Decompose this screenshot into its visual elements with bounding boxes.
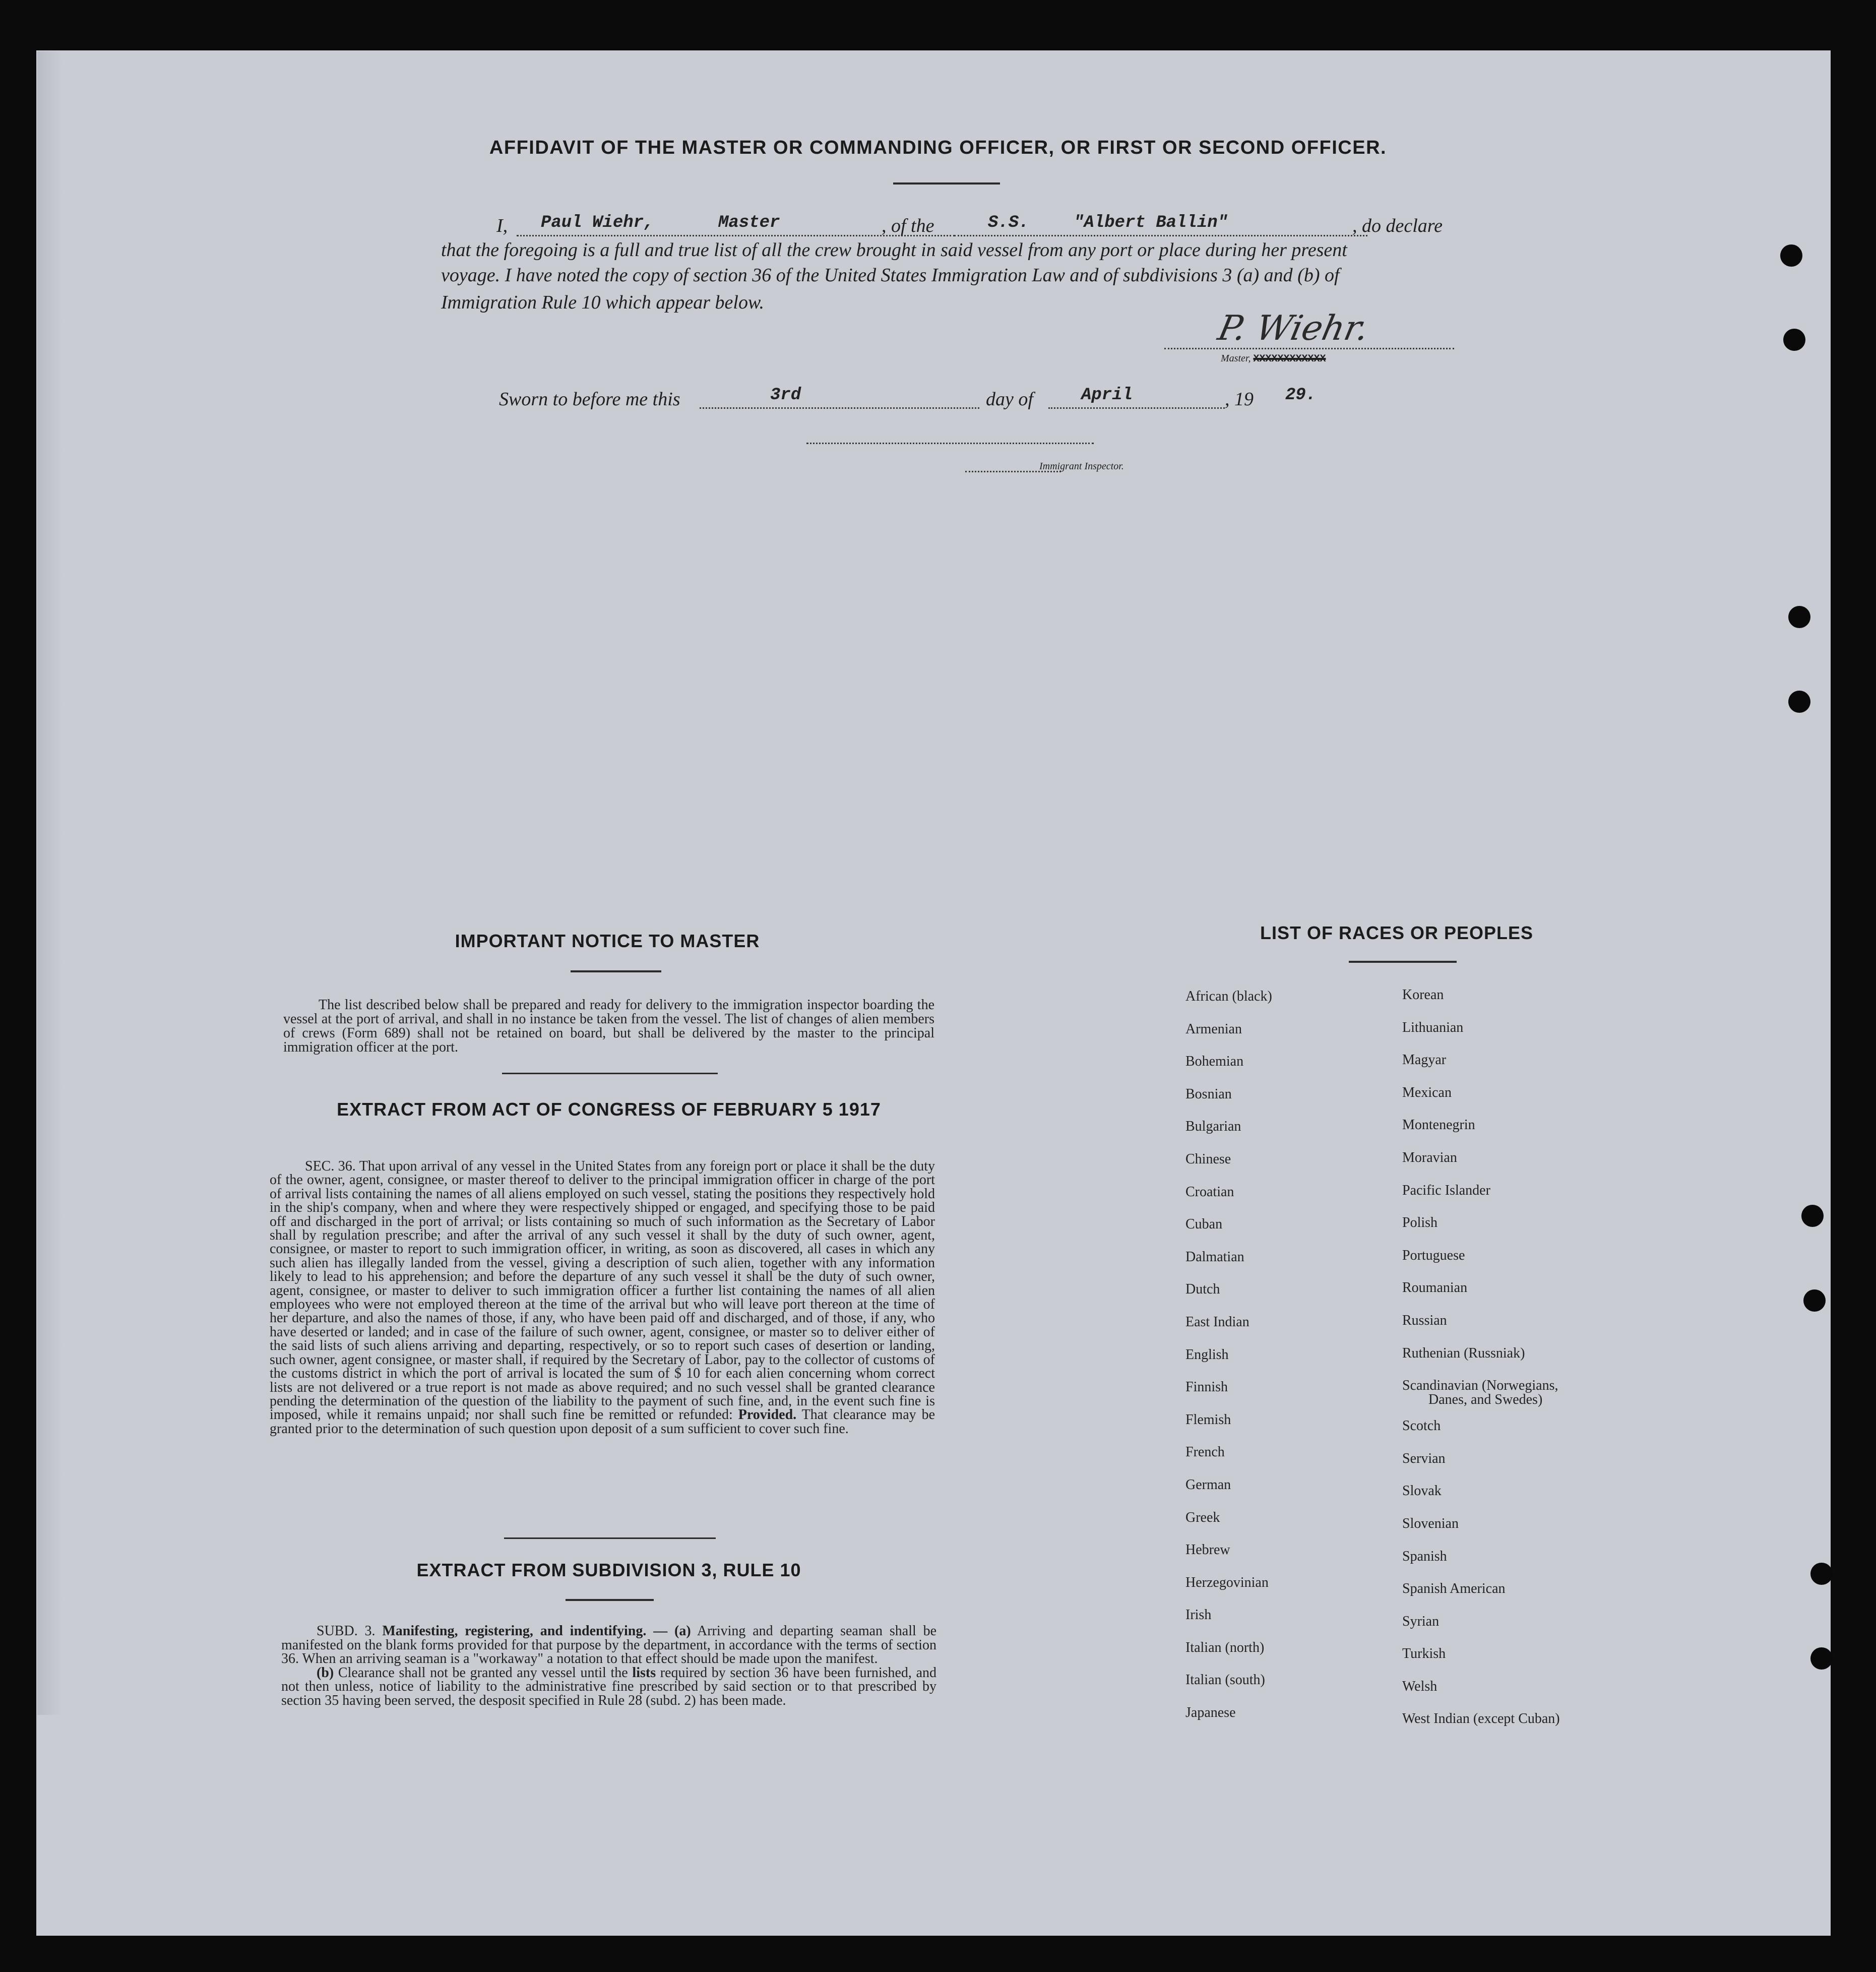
sworn-month: April (1081, 386, 1133, 405)
act-divider (504, 1537, 716, 1539)
races-title-rule (1349, 961, 1457, 963)
affidavit-title: AFFIDAVIT OF THE MASTER OR COMMANDING OFFICER, OR FIRST OR SECOND OFFICER. (489, 137, 1387, 158)
master-position: Master (718, 213, 780, 232)
race-list-item: Scotch (1402, 1418, 1441, 1434)
act-title: EXTRACT FROM ACT OF CONGRESS OF FEBRUARY 5 1917 (337, 1099, 881, 1120)
race-list-item: English (1185, 1346, 1229, 1363)
race-list-item: Hebrew (1185, 1542, 1230, 1558)
notice-title-rule (571, 970, 661, 972)
race-list-item: Pacific Islander (1402, 1182, 1490, 1198)
race-list-item: Slovak (1402, 1483, 1442, 1499)
race-list-item: Danes, and Swedes) (1428, 1392, 1543, 1408)
race-list-item: Italian (north) (1185, 1639, 1265, 1655)
race-list-item: French (1185, 1444, 1225, 1460)
races-left-column (1185, 980, 1272, 1730)
race-list-item: Dalmatian (1185, 1249, 1244, 1265)
race-list-item: Greek (1185, 1509, 1220, 1525)
race-list-item: Servian (1402, 1450, 1446, 1466)
race-list-item: Roumanian (1402, 1280, 1468, 1296)
notice-title: IMPORTANT NOTICE TO MASTER (455, 931, 760, 951)
races-right-column (1402, 979, 1560, 1736)
sworn-day-dotted-line (700, 407, 979, 409)
races-title: LIST OF RACES OR PEOPLES (1260, 922, 1534, 943)
race-list-item: Flemish (1185, 1411, 1231, 1428)
race-list-item: Italian (south) (1185, 1672, 1265, 1688)
race-list-item: Mexican (1402, 1084, 1452, 1100)
affidavit-line-4: Immigration Rule 10 which appear below. (441, 292, 765, 313)
race-list-item: German (1185, 1476, 1231, 1493)
punch-hole-icon (1810, 1647, 1833, 1670)
punch-hole-icon (1788, 691, 1810, 713)
race-list-item: Chinese (1185, 1151, 1231, 1167)
sworn-month-dotted-line (1048, 407, 1225, 409)
race-list-item: African (black) (1185, 989, 1272, 1004)
punch-hole-icon (1810, 1563, 1833, 1585)
master-signature: P. Wiehr. (1214, 309, 1372, 348)
race-list-item: Moravian (1402, 1149, 1457, 1165)
punch-hole-icon (1788, 606, 1810, 628)
subd-label: SUBD. 3. (317, 1623, 376, 1639)
sworn-text: Sworn to before me this (499, 389, 680, 410)
signature-label (1221, 353, 1326, 365)
race-list-item: Bohemian (1185, 1054, 1244, 1070)
race-list-item: Herzegovinian (1185, 1574, 1269, 1590)
act-text-body: SEC. 36. That upon arrival of any vessel in the United States from any foreign port or place it shall be the duty of the owner, agent, consignee, or master thereof to deliver to the principal immigration officer in charge of the port of arrival lists containing the names of all aliens employed on such vessel, stating the positions they respectively hold in the ship's company, when and where they were respectively shipped or engaged, and specifying those to be paid off and discharged in the port of arrival; or lists containing so much of such information as the Secretary of Labor shall by regulation prescribe; and after the arrival of any such vessel it shall by the duty of such owner, agent, consignee, or master to report to such immigration officer, in writing, as soon as discovered, all cases in which any such alien has illegally landed from the vessel, giving a description of such alien, together with any information likely to lead to his apprehension; and before the departure of any such vessel it shall be the duty of such owner, agent, consignee, or master to deliver to such immigration officer a further list containing the names of all alien employees who were not employed thereon at the time of the arrival but who will leave port thereon at the time of her departure, and also the names of those, if any, who have been paid off and discharged, and of those, if any, who have deserted or landed; and in case of the failure of such owner, agent, consignee, or master so to deliver either of the said lists of such aliens arriving and departing, respectively, or so to report such cases of desertion or landing, such owner, agent consignee, or master shall, if required by the Secretary of Labor, pay to the collector of customs of the customs district in which the port of arrival is located the sum of $ 10 for each alien concerning whom correct lists are not delivered or a true report is not made as above required; and no such vessel shall be granted clearance pending the determination of the question of the liability to the payment of such fine, and, in the event such fine is imposed, while it remains unpaid; nor shall such fine be remitted or refunded: (270, 1158, 935, 1423)
inspector-label: Immigrant Inspector. (1039, 461, 1124, 472)
day-of-text: day of (986, 389, 1033, 410)
notice-text: The list described below shall be prepared and ready for delivery to the immigration inspector boarding the vessel at the port of arrival, and shall in no instance be taken from the vessel. The list of changes of alien members of crews (Form 689) shall not be retained on board, but shall be delivered by the master to the principal immigration officer at the port. (283, 997, 934, 1055)
rule-title-rule (566, 1599, 654, 1601)
para-a-text: Arriving and departing seaman shall be manifested on the blank forms provided for that purpose by the department, in accordance with the terms of section 36. When an arriving seaman is a "workaway" a notation to that effect should be made upon the manifest. (281, 1623, 937, 1667)
affidavit-title-rule (893, 182, 1000, 184)
punch-hole-icon (1783, 329, 1805, 351)
inspector-signature-line (806, 443, 1094, 444)
race-list-item: Magyar (1402, 1052, 1447, 1068)
race-list-item: Portuguese (1402, 1247, 1465, 1263)
year-suffix: 29. (1285, 386, 1317, 405)
rule-text (281, 1624, 936, 1708)
sworn-day: 3rd (770, 386, 801, 405)
master-name: Paul Wiehr, (541, 213, 654, 232)
affidavit-do-declare: , do declare (1352, 215, 1443, 236)
affidavit-of-the: , of the (882, 215, 934, 236)
race-list-item: Croatian (1185, 1184, 1234, 1200)
year-prefix: , 19 (1225, 389, 1254, 410)
race-list-item: Armenian (1185, 1021, 1242, 1037)
vessel-dotted-line (954, 235, 1367, 236)
vessel-prefix: S.S. (988, 213, 1029, 232)
punch-hole-icon (1780, 244, 1802, 267)
rule-title: EXTRACT FROM SUBDIVISION 3, RULE 10 (416, 1560, 801, 1580)
act-text-end: That clearance may be granted prior to the determination of such question upon deposit of a sum sufficient to cover such fine. (270, 1407, 935, 1437)
race-list-item: Ruthenian (Russniak) (1402, 1345, 1525, 1361)
race-list-item: Montenegrin (1402, 1117, 1475, 1133)
punch-hole-icon (1801, 1205, 1824, 1227)
race-list-item: Japanese (1185, 1705, 1236, 1721)
act-provided: Provided. (738, 1407, 797, 1423)
race-list-item: Slovenian (1402, 1515, 1459, 1531)
signature-label-master: Master, (1221, 353, 1251, 364)
affidavit-line-3: voyage. I have noted the copy of section 36 of the United States Immigration Law and of subdivisions 3 (a) and (b) of (441, 265, 1340, 286)
punch-hole-icon (1803, 1289, 1826, 1312)
race-list-item: Syrian (1402, 1613, 1440, 1629)
affidavit-line-2: that the foregoing is a full and true list of all the crew brought in said vessel from any port or place during her present (441, 239, 1347, 261)
para-b-label: (b) (317, 1665, 334, 1681)
race-list-item: Finnish (1185, 1379, 1228, 1395)
signature-label-struck: XXXXXXXXXXXX (1253, 353, 1326, 365)
race-list-item: Scandinavian (Norwegians, (1402, 1378, 1558, 1394)
race-list-item: Spanish (1402, 1548, 1447, 1564)
sheet-edge-shadow (37, 51, 62, 1715)
affidavit-i: I, (496, 215, 508, 236)
race-list-item: Polish (1402, 1215, 1438, 1231)
race-list-item: Korean (1402, 987, 1444, 1003)
race-list-item: Irish (1185, 1607, 1212, 1623)
race-list-item: Bosnian (1185, 1086, 1232, 1102)
para-b-lists: lists (632, 1665, 656, 1681)
race-list-item: Bulgarian (1185, 1119, 1241, 1135)
race-list-item: Dutch (1185, 1281, 1220, 1298)
race-list-item: Spanish American (1402, 1581, 1506, 1597)
race-list-item: West Indian (except Cuban) (1402, 1711, 1560, 1727)
race-list-item: Lithuanian (1402, 1019, 1464, 1035)
para-b-text-2: required by section 36 have been furnished, and not then unless, notice of liability to the administrative fine prescribed by said section or to that prescribed by section 35 having been served, the desposit specified in Rule 28 (subd. 2) has been made. (281, 1665, 937, 1708)
para-b-text-1: Clearance shall not be granted any vessel until the (338, 1665, 628, 1681)
vessel-name: "Albert Ballin" (1074, 213, 1228, 232)
act-text (270, 1159, 935, 1436)
notice-divider (502, 1073, 718, 1074)
race-list-item: Welsh (1402, 1678, 1437, 1694)
subd-heading: Manifesting, registering, and indentifying. (382, 1623, 647, 1639)
signature-line (1164, 348, 1454, 349)
para-a-label: — (a) (653, 1623, 691, 1639)
race-list-item: Turkish (1402, 1646, 1446, 1662)
race-list-item: East Indian (1185, 1314, 1249, 1330)
race-list-item: Cuban (1185, 1216, 1223, 1232)
race-list-item: Russian (1402, 1312, 1447, 1328)
